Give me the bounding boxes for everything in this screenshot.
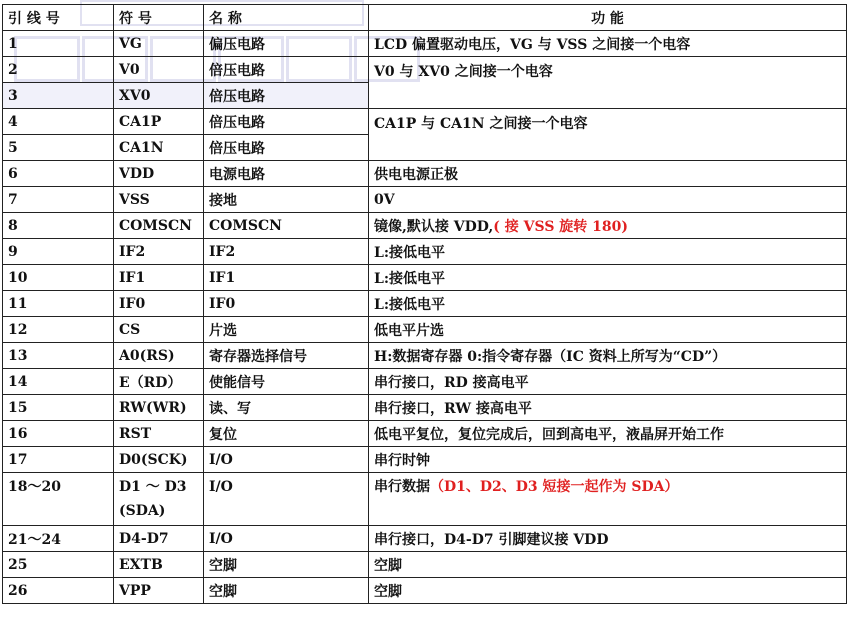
function-cell (369, 213, 847, 239)
table-row (3, 369, 847, 395)
pin-table (2, 4, 847, 604)
function-cell: L:接低电平 (369, 239, 847, 265)
table-header-row (3, 5, 847, 31)
name-cell: IF0 (204, 291, 369, 317)
function-cell: 空脚 (369, 552, 847, 578)
function-cell: 串行接口，RW 接高电平 (369, 395, 847, 421)
table-row (3, 31, 847, 57)
pin-cell: 25 (3, 552, 114, 578)
name-cell: 空脚 (204, 552, 369, 578)
table-row (3, 343, 847, 369)
function-cell: 串行时钟 (369, 447, 847, 473)
pin-cell: 14 (3, 369, 114, 395)
name-cell: 倍压电路 (204, 57, 369, 83)
pin-cell: 16 (3, 421, 114, 447)
name-cell: 片选 (204, 317, 369, 343)
symbol-cell: D4-D7 (114, 526, 204, 552)
function-cell: 0V (369, 187, 847, 213)
name-cell: 倍压电路 (204, 83, 369, 109)
pin-cell: 3 (3, 83, 114, 109)
pin-cell: 11 (3, 291, 114, 317)
function-cell: 串行接口，D4-D7 引脚建议接 VDD (369, 526, 847, 552)
header-symbol: 符 号 (114, 5, 204, 31)
pin-cell: 7 (3, 187, 114, 213)
name-cell: I/O (204, 473, 369, 526)
table-row (3, 57, 847, 83)
name-cell: 复位 (204, 421, 369, 447)
name-cell: 偏压电路 (204, 31, 369, 57)
table-row (3, 552, 847, 578)
table-row (3, 265, 847, 291)
name-cell: IF1 (204, 265, 369, 291)
table-row (3, 291, 847, 317)
symbol-cell: A0(RS) (114, 343, 204, 369)
function-cell: L:接低电平 (369, 265, 847, 291)
pin-cell: 26 (3, 578, 114, 604)
name-cell: COMSCN (204, 213, 369, 239)
function-cell: V0 与 XV0 之间接一个电容 (369, 57, 847, 109)
table-row (3, 526, 847, 552)
name-cell: 使能信号 (204, 369, 369, 395)
symbol-cell: CA1P (114, 109, 204, 135)
pin-cell: 21～24 (3, 526, 114, 552)
pin-cell: 4 (3, 109, 114, 135)
function-cell: LCD 偏置驱动电压，VG 与 VSS 之间接一个电容 (369, 31, 847, 57)
symbol-cell: IF2 (114, 239, 204, 265)
name-cell: 空脚 (204, 578, 369, 604)
table-row (3, 578, 847, 604)
table-row (3, 447, 847, 473)
function-cell: 低电平片选 (369, 317, 847, 343)
function-text: 串行数据 (374, 479, 430, 495)
table-row (3, 161, 847, 187)
pin-cell: 12 (3, 317, 114, 343)
name-cell: 读、写 (204, 395, 369, 421)
name-cell: 电源电路 (204, 161, 369, 187)
symbol-cell: IF1 (114, 265, 204, 291)
name-cell: I/O (204, 447, 369, 473)
symbol-cell: D0(SCK) (114, 447, 204, 473)
table-row (3, 473, 847, 526)
table-row (3, 109, 847, 135)
table-row (3, 317, 847, 343)
table-row (3, 213, 847, 239)
table-row (3, 187, 847, 213)
function-cell (369, 473, 847, 526)
pin-cell: 9 (3, 239, 114, 265)
header-pin: 引 线 号 (3, 5, 114, 31)
symbol-cell: V0 (114, 57, 204, 83)
function-text: 镜像,默认接 VDD, (374, 218, 494, 235)
symbol-line-2: (SDA) (119, 503, 166, 519)
symbol-cell: EXTB (114, 552, 204, 578)
symbol-cell: IF0 (114, 291, 204, 317)
symbol-cell (114, 473, 204, 526)
symbol-cell: VG (114, 31, 204, 57)
function-note-red: （D1、D2、D3 短接一起作为 SDA） (430, 479, 679, 495)
function-cell: CA1P 与 CA1N 之间接一个电容 (369, 109, 847, 161)
pin-cell: 10 (3, 265, 114, 291)
name-cell: IF2 (204, 239, 369, 265)
symbol-cell: E（RD） (114, 369, 204, 395)
function-cell: 串行接口，RD 接高电平 (369, 369, 847, 395)
symbol-cell: CA1N (114, 135, 204, 161)
name-cell: I/O (204, 526, 369, 552)
symbol-cell: RST (114, 421, 204, 447)
function-cell: 低电平复位，复位完成后，回到高电平，液晶屏开始工作 (369, 421, 847, 447)
pin-cell: 2 (3, 57, 114, 83)
pin-cell: 17 (3, 447, 114, 473)
header-function: 功 能 (369, 5, 847, 31)
symbol-cell: CS (114, 317, 204, 343)
symbol-cell: VDD (114, 161, 204, 187)
pin-cell: 5 (3, 135, 114, 161)
function-note-red: ( 接 VSS 旋转 180) (493, 218, 629, 235)
function-cell: L:接低电平 (369, 291, 847, 317)
pin-cell: 13 (3, 343, 114, 369)
function-cell: 空脚 (369, 578, 847, 604)
symbol-cell: RW(WR) (114, 395, 204, 421)
pin-cell: 15 (3, 395, 114, 421)
name-cell: 倍压电路 (204, 135, 369, 161)
pin-cell: 1 (3, 31, 114, 57)
name-cell: 倍压电路 (204, 109, 369, 135)
header-name: 名 称 (204, 5, 369, 31)
symbol-cell: VSS (114, 187, 204, 213)
name-cell: 接地 (204, 187, 369, 213)
pin-cell: 18～20 (3, 473, 114, 526)
function-cell: 供电电源正极 (369, 161, 847, 187)
symbol-line-1: D1 ～ D3 (119, 479, 187, 495)
symbol-cell: COMSCN (114, 213, 204, 239)
table-row (3, 239, 847, 265)
name-cell: 寄存器选择信号 (204, 343, 369, 369)
table-row (3, 421, 847, 447)
symbol-cell: XV0 (114, 83, 204, 109)
pin-cell: 6 (3, 161, 114, 187)
symbol-cell: VPP (114, 578, 204, 604)
pin-cell: 8 (3, 213, 114, 239)
table-row (3, 395, 847, 421)
function-cell: H:数据寄存器 0:指令寄存器（IC 资料上所写为“CD”） (369, 343, 847, 369)
